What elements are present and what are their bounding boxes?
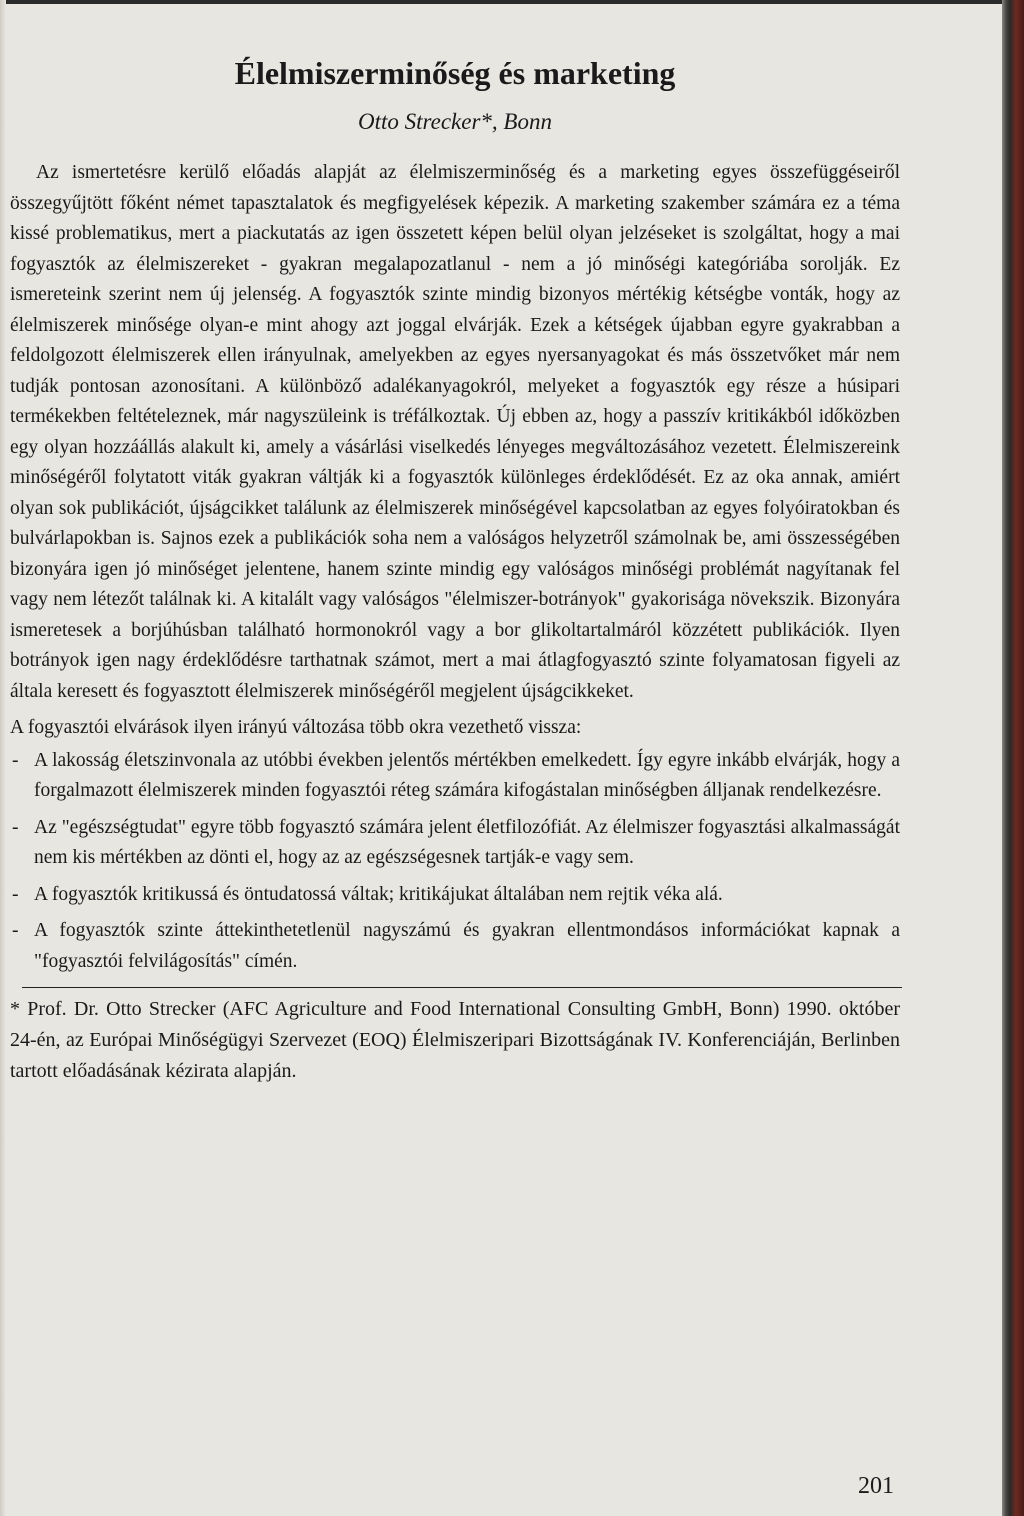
scan-top-border [0, 0, 1024, 4]
list-lead: A fogyasztói elvárások ilyen irányú változása több okra vezethető vissza: [10, 717, 582, 738]
list-item [10, 916, 900, 977]
list-item [10, 746, 900, 807]
scan-left-edge [0, 0, 6, 1516]
list-item-text: A fogyasztók szinte áttekinthetetlenül nagyszámú és gyakran ellentmondásos információkat kapnak a "fogyasztói felvilágosítás" címén. [34, 920, 900, 972]
list-item-text: Az "egészségtudat" egyre több fogyasztó számára jelent életfilozófiát. Az élelmiszer fogyasztási alkalmasságát nem kis mértékben az dönti el, hogy az az egészségesnek tartják-e vagy sem. [34, 816, 900, 868]
list-item-text: A lakosság életszinvonala az utóbbi években jelentős mértékben emelkedett. Így egyre inkább elvárják, hogy a forgalmazott élelmiszerek minden fogyasztói réteg számára kifogástalan minőségben álljanak rendelkezésre. [34, 749, 900, 801]
footnote: * Prof. Dr. Otto Strecker (AFC Agriculture and Food International Consulting GmbH, Bonn) 1990. október 24-én, az Európai Minőségügyi Szervezet (EOQ) Élelmiszeripari Bizottságának IV. Konferenciáján, Berlinben tartott előadásának kézirata alapján. [10, 998, 900, 1082]
article-title: Élelmiszerminőség és marketing [234, 55, 676, 91]
footnote-divider [22, 987, 902, 988]
list-item-text: A fogyasztók kritikussá és öntudatossá váltak; kritikájukat általában nem rejtik véka alá. [34, 883, 723, 905]
page-number: 201 [858, 1473, 894, 1499]
list-item [10, 813, 900, 874]
bullet-marker: - [12, 883, 19, 905]
bullet-marker: - [12, 920, 19, 941]
book-spine-edge [1002, 0, 1024, 1516]
reasons-list [10, 746, 900, 978]
article-author: Otto Strecker*, Bonn [358, 109, 552, 134]
list-item [10, 880, 900, 911]
document-page [10, 48, 900, 1107]
bullet-marker: - [12, 816, 19, 838]
intro-paragraph: Az ismertetésre kerülő előadás alapját az élelmiszerminőség és a marketing egyes összefüggéseiről összegyűjtött főként német tapasztalatok és megfigyelések képezik. A marketing szakember számára ez a téma kissé problematikus, mert a piackutatás az igen összetett képen belül olyan jelzéseket is szolgáltat, hogy a mai fogyasztók az élelmiszereket - gyakran megalapozatlanul - nem a jó minőségi kategóriába sorolják. Ez ismereteink szerint nem új jelenség. A fogyasztók szinte mindig bizonyos mértékig kétségbe vonták, hogy az élelmiszerek minősége olyan-e mint ahogy azt joggal elvárják. Ezek a kétségek újabban egyre gyakrabban a feldolgozott élelmiszerek ellen irányulnak, amelyekben az egyes nyersanyagokat és más összetvőket már nem tudják pontosan azonosítani. A különböző adalékanyagokról, melyeket a fogyasztók egy része a húsipari termékekben feltételeznek, már nagyszüleink is tréfálkoztak. Új ebben az, hogy a passzív kritikákból időközben egy olyan hozzáállás alakult ki, amely a vásárlási viselkedés lényeges megváltozásához vezetett. Élelmiszereink minőségéről folytatott viták gyakran váltják ki a fogyasztók különleges érdeklődését. Ez az oka annak, amiért olyan sok publikációt, újságcikket találunk az élelmiszerek minőségével kapcsolatban az egyes folyóiratokban és bulvárlapokban is. Sajnos ezek a publikációk soha nem a valóságos helyzetről számolnak be, ami összességében bizonyára igen jó minőséget jelentene, hanem szinte mindig egy valóságos minőségi problémát nagyítanak fel vagy nem létezőt találnak ki. A kitalált vagy valóságos "élelmiszer-botrányok" gyakorisága növekszik. Bizonyára ismeretesek a borjúhúsban található hormonokról vagy a bor glikoltartalmáról közzétett publikációk. Ilyen botrányok igen nagy érdeklődésre tarthatnak számot, mert a mai átlagfogyasztó szinte folyamatosan figyeli az általa keresett és fogyasztott élelmiszerek minőségéről megjelent újságcikkeket. [10, 162, 900, 702]
bullet-marker: - [12, 749, 19, 771]
